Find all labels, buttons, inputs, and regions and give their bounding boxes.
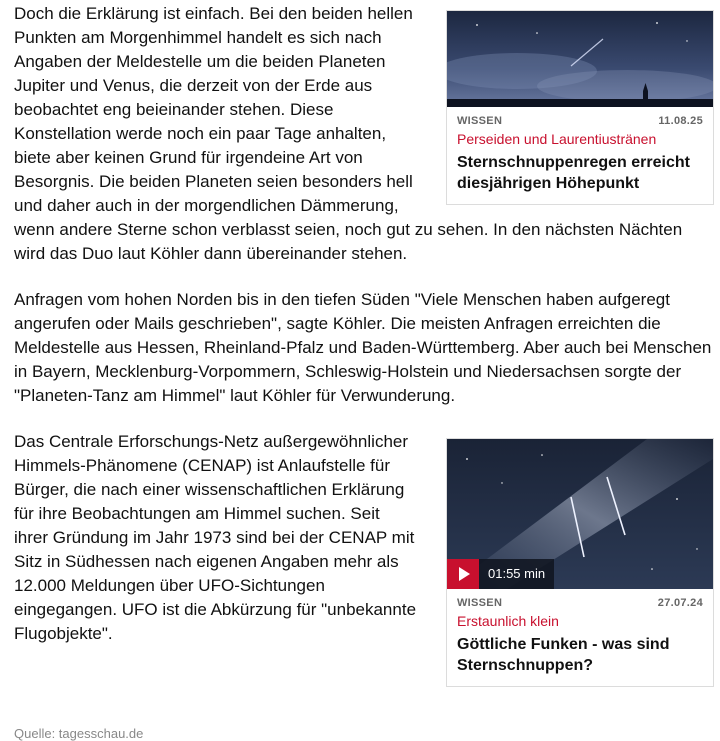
card-headline[interactable]: Sternschnuppenregen erreicht diesjährigen Höhepunkt xyxy=(457,154,690,192)
article-paragraph: Anfragen vom hohen Norden bis in den tiefen Süden "Viele Menschen haben aufgeregt angerufen oder Mails geschrieben", sagte Köhler. Die meisten Anfragen erreichten die Meldestelle aus Hessen, Rheinland-Pfalz und Baden-Württemberg. Aber auch bei Menschen in Bayern, Mecklenburg-Vorpommern, Schleswig-Holstein und Niedersachsen sorgte der "Planeten-Tanz am Himmel" laut Köhler für Verwunderung. xyxy=(14,290,712,405)
video-duration: 01:55 min xyxy=(479,559,554,589)
article-body xyxy=(14,0,714,687)
card-date: 27.07.24 xyxy=(657,597,703,609)
card-section: WISSEN xyxy=(457,597,503,609)
card-kicker[interactable]: Erstaunlich klein xyxy=(457,613,559,629)
card-image-night-sky[interactable] xyxy=(447,11,713,107)
card-headline[interactable]: Göttliche Funken - was sind Sternschnuppen? xyxy=(457,636,670,674)
article-paragraph: Das Centrale Erforschungs-Netz außergewöhnlicher Himmels-Phänomene (CENAP) ist Anlaufstelle für Bürger, die nach einer wissenschaftlichen Erklärung für ihre Beobachtungen am Himmel suchen. Seit ihrer Gründung im Jahr 1973 sind bei der CENAP mit Sitz in Südhessen nach eigenen Angaben mehr als 12.000 Meldungen über UFO-Sichtungen eingegangen. UFO ist die Abkürzung für "unbekannte Flugobjekte". xyxy=(14,432,417,643)
source-line: Quelle: tagesschau.de xyxy=(14,726,144,741)
video-play-control[interactable] xyxy=(447,559,554,589)
related-article-card-perseiden[interactable] xyxy=(446,10,714,205)
card-section: WISSEN xyxy=(457,115,503,127)
card-kicker[interactable]: Perseiden und Laurentiustränen xyxy=(457,131,657,147)
card-video-thumbnail[interactable] xyxy=(447,439,713,589)
related-video-card-sternschnuppen[interactable] xyxy=(446,438,714,687)
play-icon[interactable] xyxy=(447,559,479,589)
card-date: 11.08.25 xyxy=(658,115,703,127)
article-paragraph: Doch die Erklärung ist einfach. Bei den beiden hellen Punkten am Morgenhimmel handelt es sich nach Angaben der Meldestelle um die beiden Planeten Jupiter und Venus, die derzeit von der Erde aus beobachtet eng beieinander stehen. Diese Konstellation werde noch ein paar Tage anhalten, biete aber keinen Grund für irgendeine Art von Besorgnis. Die beiden Planeten seien besonders hell und daher auch in der morgendlichen Dämmerung, wenn andere Sterne schon verblasst seien, noch gut zu sehen. In den nächsten Nächten wird das Duo laut Köhler dann übereinander stehen. xyxy=(14,4,683,263)
